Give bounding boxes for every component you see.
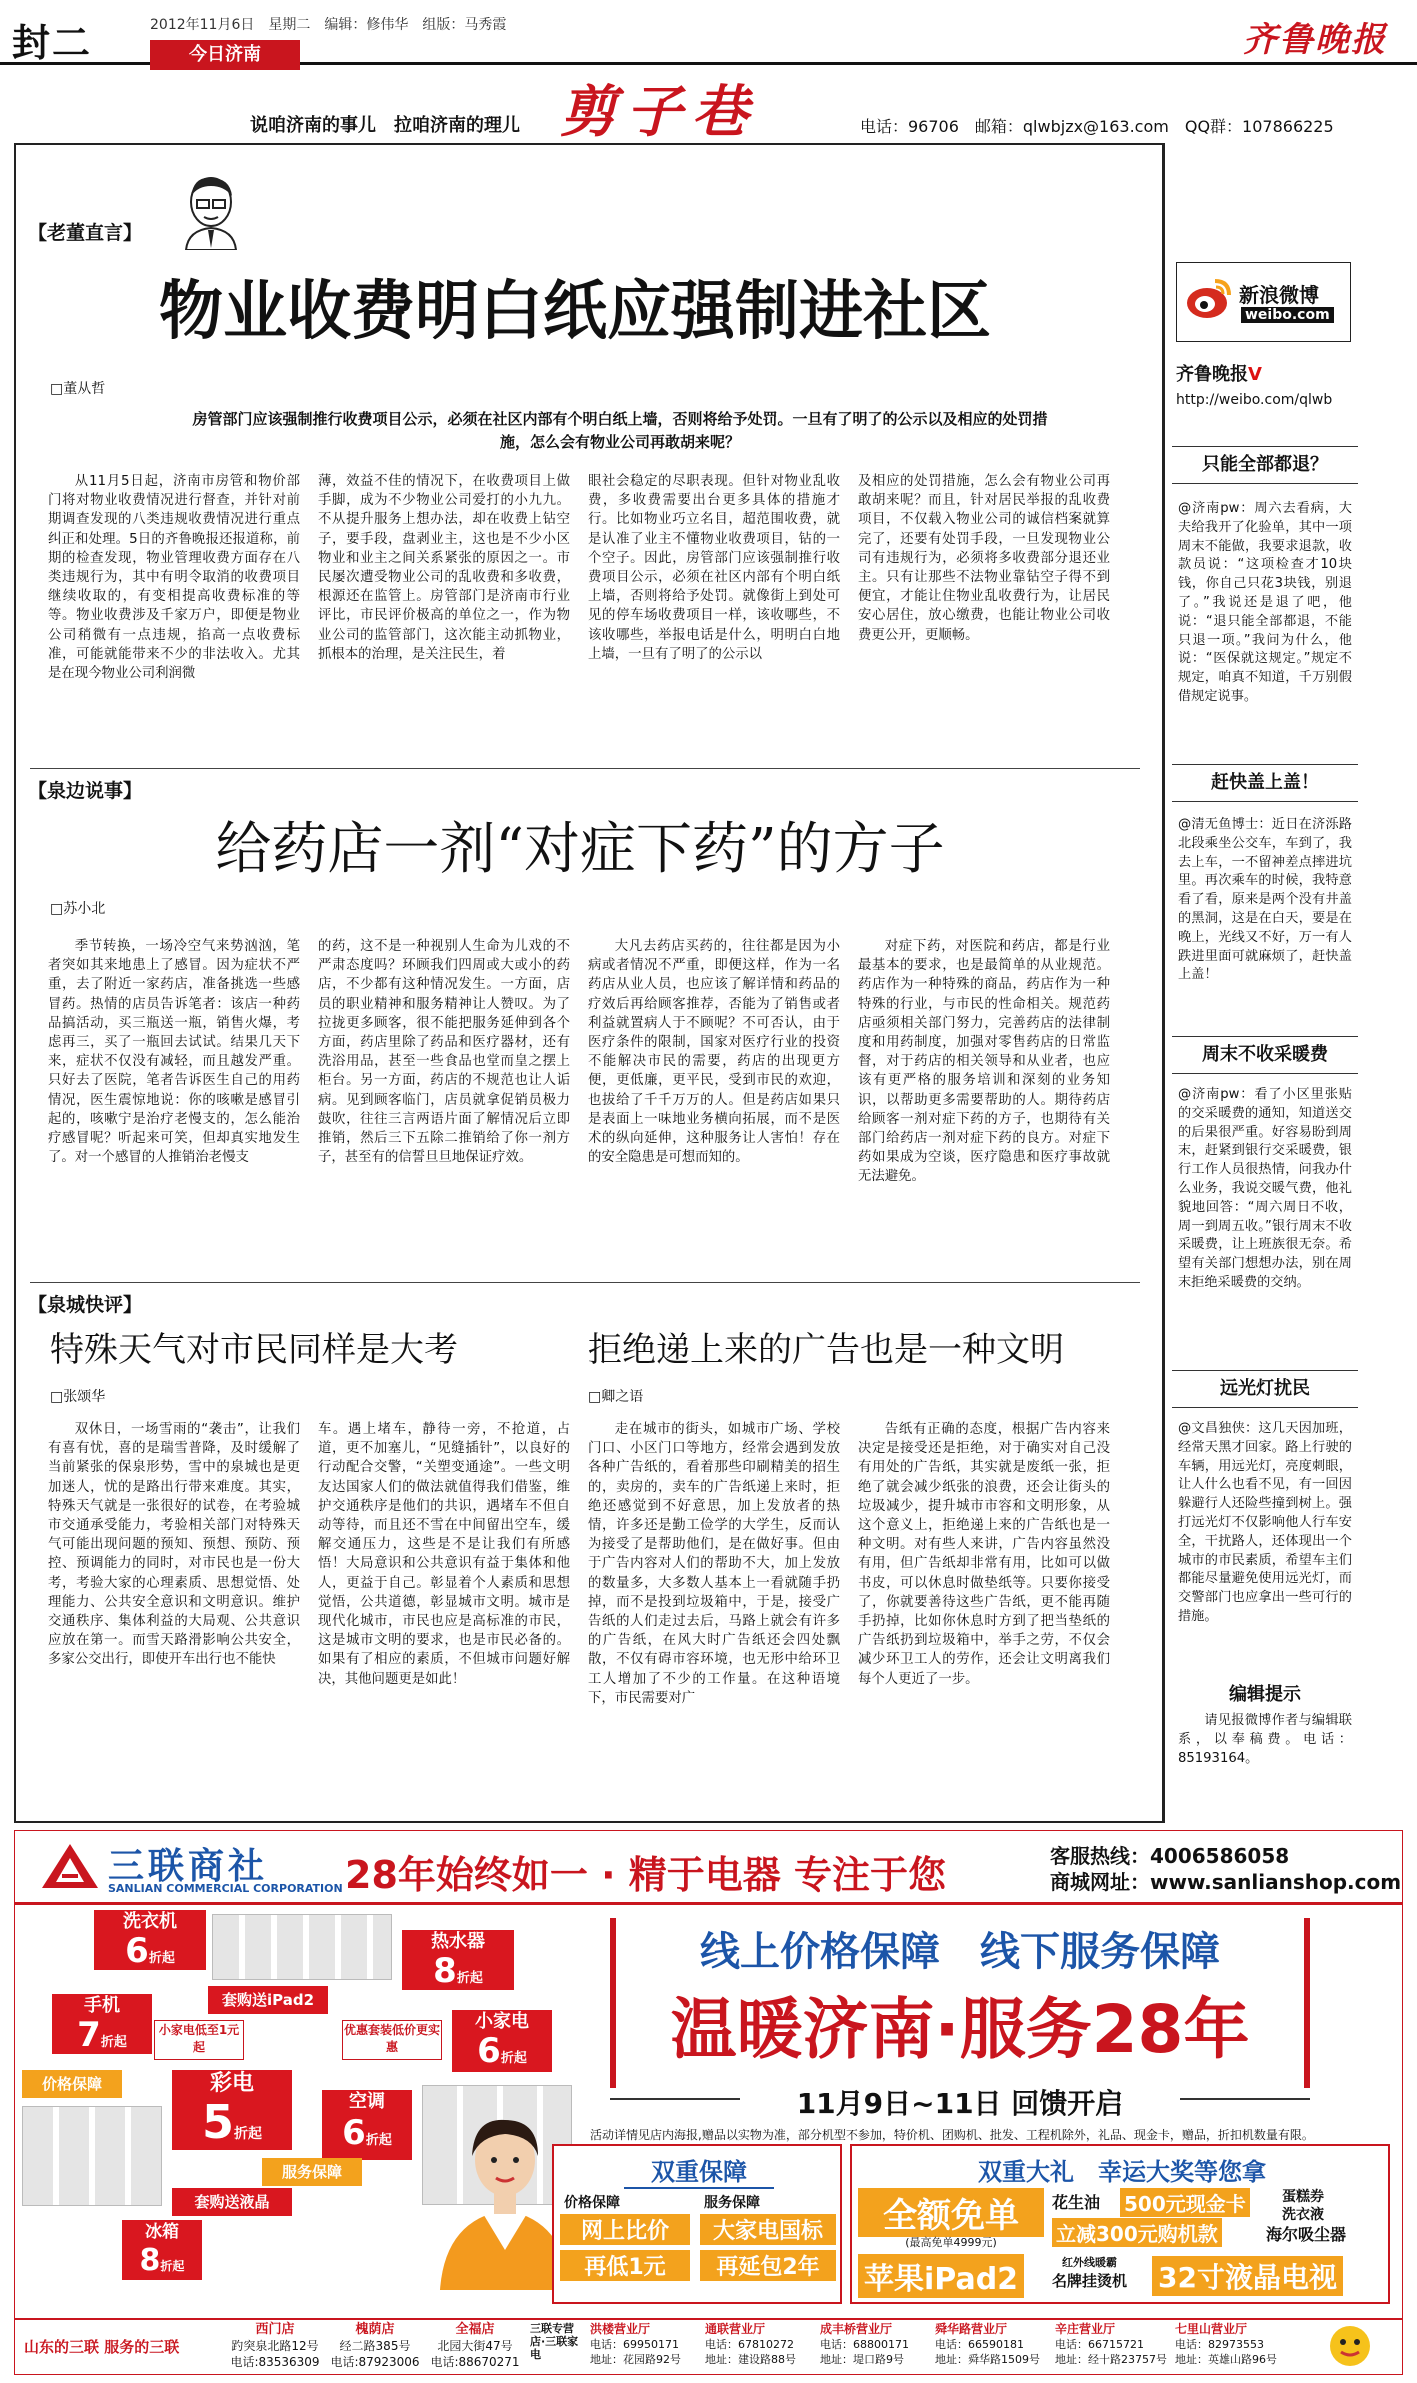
service-guarantee-badge: 服务保障 [262, 2158, 362, 2186]
gifts-title: 双重大礼 幸运大奖等您拿 [978, 2158, 1266, 2186]
section-bar: 今日济南 [150, 40, 300, 70]
discount-tile-fridge [122, 2220, 202, 2280]
service-guarantee-title: 服务保障 [704, 2195, 760, 2211]
appliance-images [212, 1914, 392, 1980]
ad-footer-rule [14, 2318, 1403, 2320]
tile-number: 8 [139, 2243, 161, 2278]
weibo-account-name: 齐鲁晚报 [1176, 364, 1248, 385]
ad-rule [14, 1902, 1403, 1905]
store-phone: 电话：67810272 [705, 2338, 794, 2351]
stores-label: 三联专营店·三联家电 [530, 2322, 579, 2361]
editor-note-body: 请见报微博作者与编辑联系，以奉稿费。电话：85193164。 [1178, 1713, 1352, 1766]
gift-ipad: 苹果iPad2 [858, 2254, 1024, 2298]
promo-note: 小家电低至1元起 [154, 2020, 244, 2060]
store-phone: 电话：69950171 [590, 2338, 679, 2351]
weibo-url[interactable]: http://weibo.com/qlwb [1176, 392, 1333, 408]
store-phone: 电话：66590181 [935, 2338, 1024, 2351]
gift-item: 海尔吸尘器 [1266, 2225, 1347, 2244]
article1-column-3: 眼社会稳定的尽职表现。但针对物业乱收费，多收费需要出台更多具体的措施才行。比如物业巧立名目，超范围收费，就是认准了业主不懂物业收费项目，钻的一个空子。因此，房管部门应该强制推行收费项目公示，必须在社区内部有个明白纸上墙，否则将给予处罚。就像街上到处可见的停车场收费项目一样，该收哪些，不该收哪些，举报电话是什么，明明白白地上墙，一旦有了明了的公示以 [588, 474, 840, 662]
article4-title: 拒绝递上来的广告也是一种文明 [588, 1330, 1064, 1370]
store-card [705, 2322, 815, 2367]
columnist-portrait [180, 170, 242, 250]
article2-column-2: 的药，这不是一种视别人生命为儿戏的不严肃态度吗？环顾我们四周或大或小的药店，不少都有这种情况发生。一方面，店员的职业精神和服务精神让人赞叹。为了拉拢更多顾客，很不能把服务延伸到各个方面，药店里除了药品和医疗器材，还有洗浴用品，甚至一些食品也堂而皇之摆上柜台。另一方面，药店的不规范也让人诟病。见到顾客临门，店员就拿促销员极力鼓吹，往往三言两语片面了解情况后立即推销，然后三下五除二推销给了你一剂方子，甚至有的信誓旦旦地保证疗效。 [318, 939, 570, 1166]
store-name: 七里山营业厅 [1175, 2322, 1248, 2336]
store-phone: 电话：82973553 [1175, 2338, 1264, 2351]
article4-column-1: 走在城市的街头，如城市广场、学校门口、小区门口等地方，经常会遇到发放各种广告纸的，看着那些印刷精美的招生的，卖房的，卖车的广告纸递上来时，拒绝还感觉到不好意思，加上发放者的热情，许多还是勤工俭学的大学生，反而认为接受了是帮助他们，是在做好事。但由于广告内容对人们的帮助不大，加上发放的数量多，大多数人基本上一看就随手扔掉，而不是投到垃圾箱中，于是，接受广告纸的人们走过去后，马路上就会有许多的广告纸，在风大时广告纸还会四处飘散，不仅有碍市容环境，也无形中给环卫工人增加了不少的工作量。在这种语境下，市民需要对广 [588, 1422, 840, 1706]
article1-column-2: 薄，效益不佳的情况下，在收费项目上做手脚，成为不少物业公司爱打的小九九。不从提升服务上想办法，却在收费上钻空子，要手段，盘剥业主，这也是不少小区物业和业主之间关系紧张的原因之一。市民屡次遭受物业公司的乱收费和多收费，根源还在监管上。房管部门是济南市行业评比，市民评价极高的单位之一，作为物业公司的监管部门，这次能主动抓物业，抓根本的治理，是关注民生，着 [318, 474, 570, 662]
service-guarantee-headline: 大家电国标 [700, 2214, 836, 2245]
tile-number: 6 [477, 2031, 501, 2071]
contact-line: 电话：96706 邮箱：qlwbjzx@163.com QQ群：107866225 [860, 117, 1334, 136]
sanlian-logo-icon [40, 1842, 100, 1890]
gift-discount: 立减300元购机款 [1052, 2218, 1222, 2247]
article4-column-2: 告纸有正确的态度，根据广告内容来决定是接受还是拒绝，对于确实对自己没有用处的广告纸，其实就是废纸一张，拒绝了就会减少纸张的浪费，还会让街头的垃圾减少，提升城市市容和文明形象，从这个意义上，拒绝递上来的广告纸也是一种文明。对有些人来讲，广告内容虽然没有用，但广告纸却非常有用，比如可以做书皮，可以休息时做垫纸等。只要你接受了，你就要善待这些广告纸，更不能再随手扔掉，比如你休息时方到了把当垫纸的广告纸扔到垃圾箱中，举手之劳，不仅会减少环卫工人的劳作，还会让文明离我们每个人更近了一步。 [858, 1422, 1110, 1687]
article2-column-3: 大凡去药店买药的，往往都是因为小病或者情况不严重，即便这样，作为一名药店从业人员，也应该了解详情和药品的疗效后再给顾客推荐，否能为了销售或者利益就置病人于不顾呢？不可否认，由于医疗条件的限制，国家对医疗行业的投资不能解决市民的需要，药店的出现更方便，更低廉，更平民，受到市民的欢迎，也拔给了千千万万的人。但是药店如果只是表面上一味地业务横向拓展，而不是医术的纵向延伸，这种服务让人害怕！存在的安全隐患是可想而知的。 [588, 939, 840, 1166]
ad-company: 三联商社 [108, 1846, 269, 1887]
store-card [820, 2322, 930, 2367]
weibo-eye-icon [1185, 277, 1233, 321]
divider [30, 1282, 1140, 1283]
gift-item: 红外线暖霸 [1062, 2256, 1117, 2269]
ad-footer-slogan: 山东的三联 服务的三联 [24, 2338, 180, 2356]
tile-unit: 折起 [148, 1951, 175, 1966]
article1-byline: □董从哲 [50, 381, 106, 397]
promo-note: 优惠套装低价更实惠 [342, 2020, 442, 2060]
store-address: 地址：建设路88号 [705, 2353, 796, 2366]
weibo-domain: weibo.com [1241, 307, 1334, 323]
article1-lead: 房管部门应该强制推行收费项目公示，必须在社区内部有个明白纸上墙，否则将给予处罚。一旦有了明了的公示以及相应的处罚措施，怎么会有物业公司再敢胡来呢？ [192, 410, 1048, 451]
tile-label: 小家电 [475, 2011, 529, 2032]
tile-number: 8 [433, 1951, 457, 1991]
store-address: 地址：经十路23757号 [1055, 2353, 1167, 2366]
discount-tile-washer [94, 1910, 206, 1970]
article1-title: 物业收费明白纸应强制进社区 [159, 274, 991, 349]
store-card [330, 2322, 420, 2370]
store-name: 成丰桥营业厅 [820, 2322, 893, 2336]
store-phone: 电话：68800171 [820, 2338, 909, 2351]
motto: 说咱济南的事儿 拉咱济南的理儿 [250, 115, 520, 136]
discount-tile-water-heater [402, 1930, 514, 1990]
store-address: 地址：花园路92号 [590, 2353, 681, 2366]
store-address: 趵突泉北路12号 [231, 2339, 319, 2353]
discount-tile-small-appliance [452, 2010, 552, 2072]
tile-number: 6 [342, 2113, 366, 2153]
article1-column-4: 及相应的处罚措施，怎么会有物业公司再敢胡来呢？而且，针对居民举报的乱收费项目，不仅载入物业公司的诚信档案就算完了，还要有处罚手段，一旦发现物业公司有违规行为，必须将多收费部分退还业主。只有让那些不法物业靠钻空子得不到便宜，才能让住物业乱收费行为，让居民安心居住，放心缴费，也能让物业公司收费更公开，更顺畅。 [858, 474, 1110, 643]
discount-tile-tv [172, 2070, 292, 2150]
sidebar-item-body: @文昌独侠：这几天因加班，经常天黑才回家。路上行驶的车辆，用远光灯，亮度刺眼，让人什么也看不见，有一回因躲避行人还险些撞到树上。强打远光灯不仅影响他人行车安全，干扰路人，还体现出一个城市的市民素质，希望车主们都能尽量避免使用远光灯，而交警部门也应拿出一些可行的措施。 [1178, 1421, 1352, 1624]
double-guarantee-title: 双重保障 [624, 2152, 774, 2189]
tile-unit: 折起 [456, 1971, 483, 1986]
article3-column-2: 车。遇上堵车，静待一旁，不抢道，占道，更不加塞儿，“见缝插针”，以良好的行动配合交警，“关塑变通途”。一些文明友达国家人们的做法就值得我们借鉴，维护交通秩序是他们的共识，遇堵车不但自动等待，而且还不雪在中间留出空车，缓解交通压力，这些是不是让我们有所感悟！大局意识和公共意识有益于集体和他人，更益于自己。彰显着个人素质和思想觉悟，公共道德，彰显城市文明。城市是现代化城市，市民也应是高标准的市民，这是城市文明的要求，也是市民必备的。如果有了相应的素质，不但城市问题好解决，其他问题更是如此！ [318, 1422, 570, 1687]
article3-column-1: 双休日，一场雪雨的“袭击”，让我们有喜有忧，喜的是瑞雪普降，及时缓解了当前紧张的保泉形势，雪中的泉城也是更加迷人，忧的是路出行带来难度。其实，特殊天气就是一张很好的试卷，在考验城市交通承受能力，考验相关部门对特殊天气可能出现问题的预知、预想、预防、预控、预调能力的同时，对市民也是一份大考，考验大家的心理素质、思想觉悟、处理能力、公共安全意识和文明意识。维护交通秩序、集体利益的大局观、公共意识应放在第一。而雪天路滑影响公共安全，多家公交出行，即使开车出行也不能快 [48, 1422, 300, 1668]
store-phone: 电话:88670271 [430, 2355, 520, 2369]
tile-label: 手机 [84, 1995, 120, 2016]
price-guarantee-title: 价格保障 [564, 2195, 620, 2211]
divider [30, 768, 1140, 769]
gifts-box [850, 2144, 1390, 2304]
gift-free-order: 全额免单 [858, 2188, 1044, 2237]
sidebar-item-title: 周末不收采暖费 [1172, 1036, 1358, 1074]
tile-unit: 折起 [100, 2035, 127, 2050]
price-guarantee-headline: 网上比价 [560, 2214, 690, 2245]
store-address: 地址：舜华路1509号 [935, 2353, 1040, 2366]
promo-lcd: 套购送液晶 [172, 2188, 292, 2216]
dateline: 2012年11月6日 星期二 编辑：修伟华 组版：马秀霞 [150, 17, 507, 33]
store-name: 槐荫店 [355, 2322, 395, 2337]
store-address: 地址：英雄山路96号 [1175, 2353, 1277, 2366]
sidebar-item-title: 远光灯扰民 [1172, 1370, 1358, 1408]
tile-number: 5 [201, 2095, 234, 2149]
article1-tag: 【老董直言】 [28, 222, 143, 244]
ad-website[interactable]: 商城网址：www.sanlianshop.com [1050, 1870, 1402, 1894]
promo-ipad: 套购送iPad2 [208, 1986, 328, 2014]
double-guarantee-box [552, 2144, 842, 2304]
article2-column-4: 对症下药，对医院和药店，都是行业最基本的要求，也是最简单的从业规范。药店作为一种特殊的商品，药店作为一种特殊的行业，与市民的性命相关。规范药店亟须相关部门努力，完善药店的法律制度和用药制度，加强对零售药店的日常监督，对于药店的相关领导和从业者，也应该有更严格的服务培训和深刻的业务知识，以帮助更多需要帮助的人。期待药店给顾客一剂对症下药的方子，也期待有关部门给药店一剂对症下药的良方。对症下药如果成为空谈，医疗隐患和医疗事故就无法避免。 [858, 939, 1110, 1185]
store-address: 经二路385号 [339, 2339, 411, 2353]
service-guarantee-detail: 再延包2年 [700, 2250, 836, 2281]
store-phone: 电话:83536309 [230, 2355, 320, 2369]
gift-cash-card: 500元现金卡 [1120, 2188, 1250, 2217]
tile-label: 冰箱 [145, 2222, 179, 2242]
store-name: 舜华路营业厅 [935, 2322, 1008, 2336]
ad-slogan: 28年始终如一 · 精于电器 专注于您 [345, 1853, 947, 1897]
tile-label: 空调 [349, 2091, 385, 2112]
store-address: 地址：堤口路9号 [820, 2353, 904, 2366]
ad-date: 11月9日~11日 回馈开启 [740, 2082, 1180, 2122]
store-card [590, 2322, 700, 2367]
tile-number: 7 [77, 2015, 101, 2055]
tile-label: 热水器 [431, 1931, 485, 1952]
ad-fine-print: 活动详情见店内海报,赠品以实物为准，部分机型不参加，特价机、团购机、批发、工程机除外，礼品、现金卡，赠品，折扣机数量有限。 [590, 2128, 1314, 2142]
tile-number: 6 [125, 1931, 149, 1971]
article4-byline: □卿之语 [588, 1389, 644, 1405]
store-card [1175, 2322, 1290, 2367]
store-name: 西门店 [255, 2322, 295, 2337]
sidebar-item-title: 赶快盖上盖！ [1172, 764, 1358, 802]
sidebar-item-title: 只能全部都退？ [1172, 446, 1358, 484]
verified-badge: V [1248, 364, 1262, 385]
mascot-icon [1310, 2320, 1390, 2370]
tile-unit: 折起 [500, 2051, 527, 2066]
article1-column-1: 从11月5日起，济南市房管和物价部门将对物业收费情况进行督查，并针对前期调查发现的八类违规收费情况进行重点纠正和处理。5日的齐鲁晚报还报道称，前期的检查发现，物业管理收费方面存在八类违规行为，其中有明令取消的收费项目继续收取的，有变相提高收费标准的等等。物业收费涉及千家万户，即便是物业公司稍微有一点违规，掐高一点收费标准，可能就能带来不少的非法收入。尤其是在现今物业公司利润微 [48, 474, 300, 682]
store-name: 辛庄营业厅 [1055, 2322, 1116, 2336]
ad-headline-small: 线上价格保障 线下服务保障 [700, 1929, 1220, 1975]
article3-title: 特殊天气对市民同样是大考 [50, 1330, 458, 1370]
store-card [230, 2322, 320, 2370]
tile-unit: 折起 [365, 2133, 392, 2148]
gift-item: 洗衣液 [1282, 2207, 1324, 2223]
store-card [1055, 2322, 1170, 2367]
section3-tag: 【泉城快评】 [28, 1294, 143, 1316]
store-card [430, 2322, 520, 2370]
ad-company-en: SANLIAN COMMERCIAL CORPORATION [108, 1882, 343, 1895]
page-tag: 封二 [12, 20, 93, 65]
tile-label: 彩电 [209, 2071, 254, 2096]
article2-tag: 【泉边说事】 [28, 780, 143, 802]
appliance-images [22, 2106, 162, 2206]
article2-byline: □苏小北 [50, 901, 106, 917]
column-name: 剪子巷 [560, 79, 758, 145]
discount-tile-aircon [322, 2090, 412, 2160]
ad-headline-big: 温暖济南·服务28年 [670, 1991, 1250, 2068]
store-name: 通联营业厅 [705, 2322, 766, 2336]
price-guarantee-detail: 再低1元 [560, 2250, 690, 2281]
weibo-account [1176, 360, 1262, 386]
sidebar-item-body: @清无鱼博士：近日在济泺路北段乘坐公交车，车到了，我去上车，一不留神差点摔进坑里。再次乘车的时候，我特意看了看，原来是两个没有井盖的黑洞，这是在白天，要是在晚上，光线又不好，万一有人跌进里面可就麻烦了，赶快盖上盖！ [1178, 817, 1352, 983]
store-name: 洪楼营业厅 [590, 2322, 651, 2336]
newspaper-brand: 齐鲁晚报 [1243, 20, 1387, 60]
store-address: 北园大街47号 [437, 2339, 513, 2353]
editor-note-title: 编辑提示 [1229, 1684, 1301, 1705]
tile-unit: 折起 [160, 2259, 185, 2273]
store-card [935, 2322, 1050, 2367]
article3-byline: □张颂华 [50, 1389, 106, 1405]
gift-free-note: (最高免单4999元) [905, 2236, 997, 2249]
ad-hotline: 客服热线：4006586058 [1050, 1844, 1290, 1868]
gift-item: 花生油 [1052, 2193, 1101, 2212]
store-name: 全福店 [455, 2322, 495, 2337]
store-phone: 电话：66715721 [1055, 2338, 1144, 2351]
price-guarantee-badge: 价格保障 [22, 2070, 122, 2098]
gift-item: 名牌挂烫机 [1052, 2272, 1128, 2290]
gift-item: 蛋糕券 [1282, 2189, 1324, 2205]
store-phone: 电话:87923006 [330, 2355, 420, 2369]
sidebar-item-body: @济南pw：看了小区里张贴的交采暖费的通知，知道送交的后果很严重。好容易盼到周末，赶紧到银行交采暖费，银行工作人员很热情，问我办什么业务，我说交暖气费，他礼貌地回答：“周六周日不收，周一到周五收。”银行周末不收采暖费，让上班族很无奈。希望有关部门想想办法，别在周末拒绝采暖费的交纳。 [1178, 1087, 1352, 1290]
weibo-logo-text: 新浪微博 [1239, 283, 1319, 307]
tile-unit: 折起 [234, 2126, 262, 2142]
discount-tile-phone [52, 1994, 152, 2054]
gift-tv: 32寸液晶电视 [1152, 2256, 1343, 2296]
tile-label: 洗衣机 [123, 1911, 177, 1932]
sidebar-item-body: @济南pw：周六去看病，大夫给我开了化验单，其中一项周末不能做，我要求退款，收款员说：“这项检查才10块钱，你自己只花3块钱，别退了。”我说还是退了吧，他说：“退只能全部都退，不能只退一项。”我问为什么，他说：“医保就这规定。”规定不规定，咱真不知道，千万别假借规定说事。 [1178, 501, 1352, 704]
weibo-logo [1176, 262, 1351, 342]
sidebar-divider [1164, 143, 1165, 1823]
article2-title: 给药店一剂“对症下药”的方子 [215, 817, 945, 882]
article2-column-1: 季节转换，一场冷空气来势汹汹，笔者突如其来地患上了感冒。因为症状不严重，去了附近一家药店，准备挑选一些感冒药。热情的店员告诉笔者：该店一种药品搞活动，买三瓶送一瓶，销售火爆，考虑再三，买了一瓶回去试试。结果几天下来，症状不仅没有减轻，而且越发严重。只好去了医院，笔者告诉医生自己的用药情况，医生震惊地说：你的咳嗽是感冒引起的，咳嗽宁是治疗老慢支的，怎么能治疗感冒呢？听起来可笑，但却真实地发生了。对一个感冒的人推销治老慢支 [48, 939, 300, 1166]
